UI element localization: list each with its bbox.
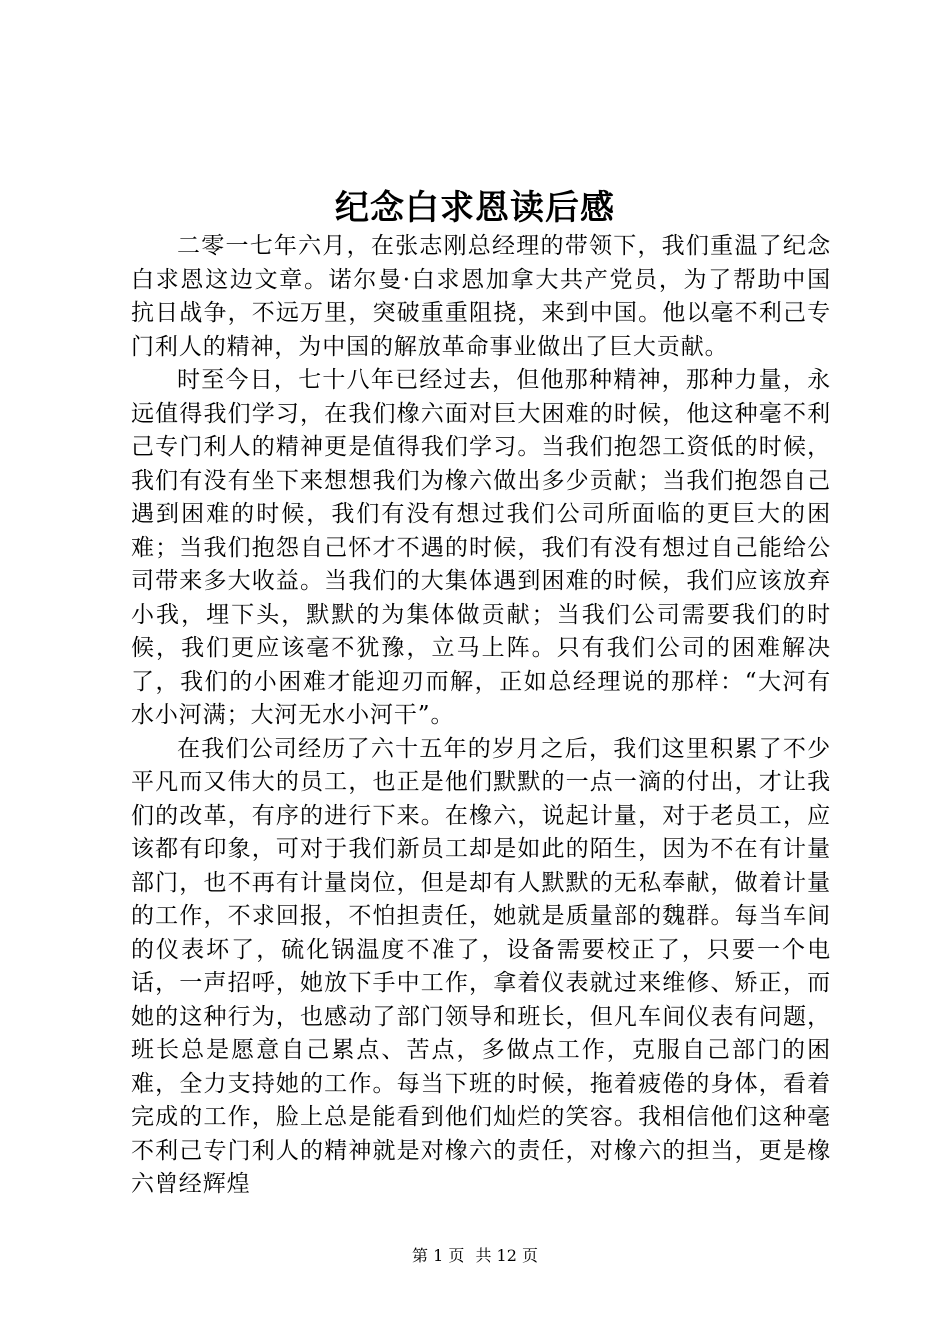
page-footer (0, 1244, 950, 1268)
paragraph-2: 时至今日，七十八年已经过去，但他那种精神，那种力量，永远值得我们学习，在我们橡六面对巨大困难的时候，他这种毫不利己专门利人的精神更是值得我们学习。当我们抱怨工资低的时候，我们有没有坐下来想想我们为橡六做出多少贡献；当我们抱怨自己遇到困难的时候，我们有没有想过我们公司所面临的更巨大的困难；当我们抱怨自己怀才不遇的时候，我们有没有想过自己能给公司带来多大收益。当我们的大集体遇到困难的时候，我们应该放弃小我，埋下头，默默的为集体做贡献；当我们公司需要我们的时候，我们更应该毫不犹豫，立马上阵。只有我们公司的困难解决了，我们的小困难才能迎刃而解，正如总经理说的那样：“大河有水小河满；大河无水小河干”。 (131, 367, 831, 728)
paragraph-1: 二零一七年六月，在张志刚总经理的带领下，我们重温了纪念白求恩这边文章。诺尔曼·白求恩加拿大共产党员，为了帮助中国抗日战争，不远万里，突破重重阻挠，来到中国。他以毫不利己专门利人的精神，为中国的解放革命事业做出了巨大贡献。 (131, 233, 831, 360)
page-total: 共 12 页 (475, 1246, 538, 1265)
document-body (131, 230, 831, 1202)
paragraph-3: 在我们公司经历了六十五年的岁月之后，我们这里积累了不少平凡而又伟大的员工，也正是他们默默的一点一滴的付出，才让我们的改革，有序的进行下来。在橡六，说起计量，对于老员工，应该都有印象，可对于我们新员工却是如此的陌生，因为不在有计量部门，也不再有计量岗位，但是却有人默默的无私奉献，做着计量的工作，不求回报，不怕担责任，她就是质量部的魏群。每当车间的仪表坏了，硫化锅温度不准了，设备需要校正了，只要一个电话，一声招呼，她放下手中工作，拿着仪表就过来维修、矫正，而她的这种行为，也感动了部门领导和班长，但凡车间仪表有问题，班长总是愿意自己累点、苦点，多做点工作，克服自己部门的困难，全力支持她的工作。每当下班的时候，拖着疲倦的身体，看着完成的工作，脸上总是能看到他们灿烂的笑容。我相信他们这种毫不利己专门利人的精神就是对橡六的责任，对橡六的担当，更是橡六曾经辉煌 (131, 735, 831, 1197)
page-number: 第 1 页 (412, 1246, 465, 1265)
document-title: 纪念白求恩读后感 (335, 188, 615, 228)
